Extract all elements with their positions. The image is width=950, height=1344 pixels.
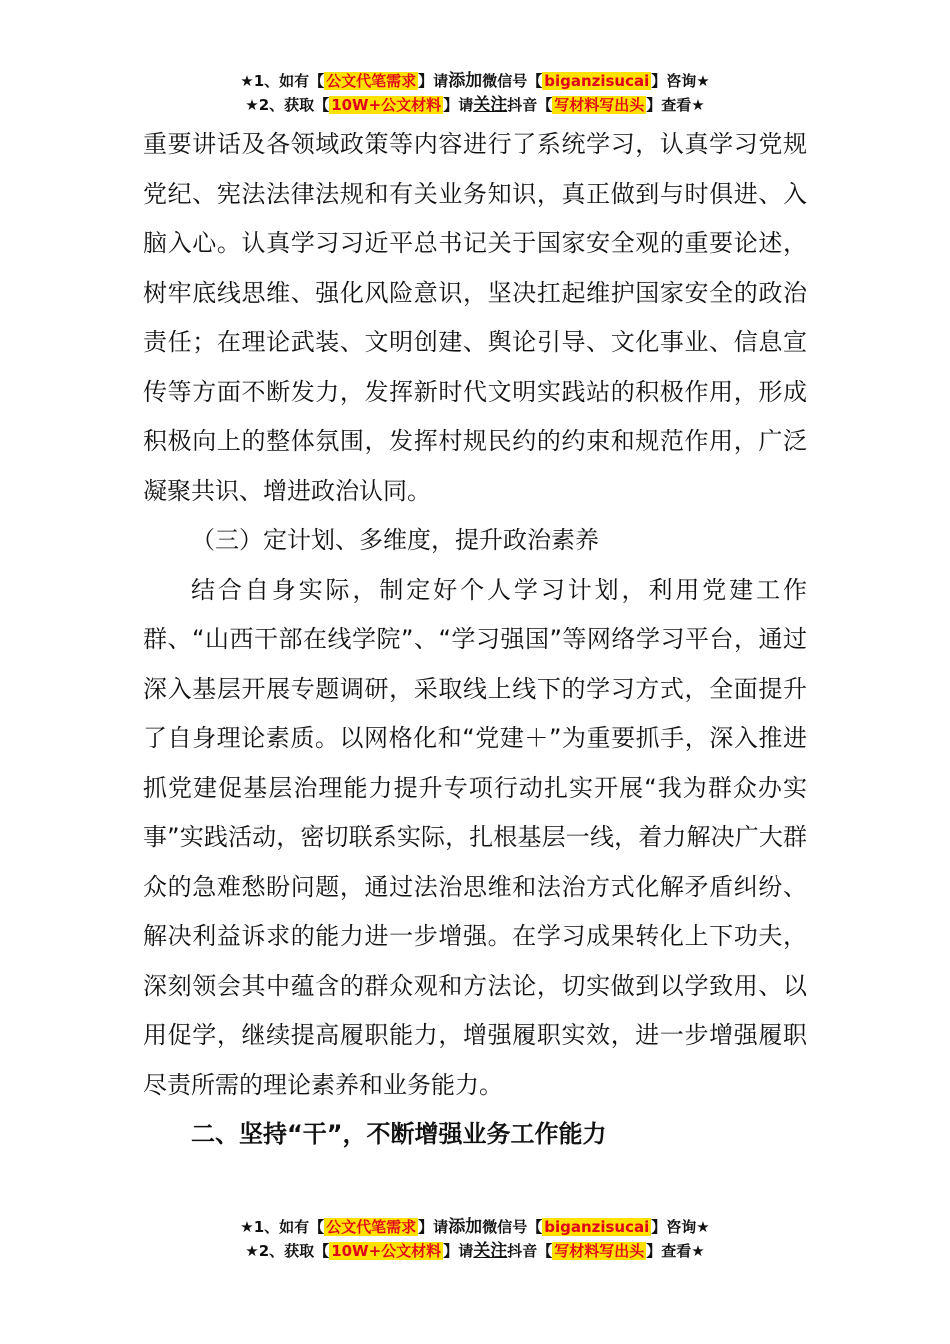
promo-highlight-wechat-id: biganzisucai — [544, 72, 650, 90]
promo-emphasis-follow: 关注 — [473, 1241, 508, 1261]
promo-highlight-service: 公文代笔需求 — [326, 72, 417, 90]
promo-line-1-mid2: 微信号【 — [482, 1218, 543, 1236]
promo-highlight-douyin: 写材料写出头 — [554, 1242, 645, 1260]
promo-line-2 — [0, 94, 950, 118]
header-promo-banner — [0, 70, 950, 118]
promo-line-2-mid: 】请 — [443, 96, 474, 114]
paragraph-continued: 重要讲话及各领域政策等内容进行了系统学习，认真学习党规党纪、宪法法律法规和有关业务知识，真正做到与时俱进、入脑入心。认真学习习近平总书记关于国家安全观的重要论述，树牢底线思维、强化风险意识，坚决扛起维护国家安全的政治责任；在理论武装、文明创建、舆论引导、文化事业、信息宣传等方面不断发力，发挥新时代文明实践站的积极作用，形成积极向上的整体氛围，发挥村规民约的约束和规范作用，广泛凝聚共识、增进政治认同。 — [143, 130, 807, 505]
promo-line-1-mid: 】请 — [418, 1218, 449, 1236]
promo-emphasis-add: 添加 — [448, 71, 483, 91]
subheading-three: （三）定计划、多维度，提升政治素养 — [191, 526, 599, 554]
promo-line-1-suffix: 】咨询★ — [651, 1218, 710, 1236]
promo-line-2-mid: 】请 — [443, 1242, 474, 1260]
footer-promo-banner — [0, 1216, 950, 1264]
promo-line-1 — [0, 1216, 950, 1240]
promo-line-1-prefix: ★1、如有【 — [240, 1218, 325, 1236]
paragraph-study-plan: 结合自身实际，制定好个人学习计划，利用党建工作群、“山西干部在线学院”、“学习强国”等网络学习平台，通过深入基层开展专题调研，采取线上线下的学习方式，全面提升了自身理论素质。以网格化和“党建＋”为重要抓手，深入推进抓党建促基层治理能力提升专项行动扎实开展“我为群众办实事”实践活动，密切联系实际，扎根基层一线，着力解决广大群众的急难愁盼问题，通过法治思维和法治方式化解矛盾纠纷、解决利益诉求的能力进一步增强。在学习成果转化上下功夫，深刻领会其中蕴含的群众观和方法论，切实做到以学致用、以用促学，继续提高履职能力，增强履职实效，进一步增强履职尽责所需的理论素养和业务能力。 — [143, 575, 807, 1099]
promo-line-1-mid2: 微信号【 — [482, 72, 543, 90]
section-heading-two: 二、坚持“干”，不断增强业务工作能力 — [191, 1120, 607, 1148]
promo-emphasis-add: 添加 — [448, 1217, 483, 1237]
promo-line-2-mid2: 抖音【 — [507, 1242, 553, 1260]
promo-line-2-prefix: ★2、获取【 — [245, 96, 330, 114]
promo-highlight-materials: 10W+公文材料 — [331, 1242, 442, 1260]
promo-highlight-materials: 10W+公文材料 — [331, 96, 442, 114]
promo-line-1-suffix: 】咨询★ — [651, 72, 710, 90]
promo-line-1-mid: 】请 — [418, 72, 449, 90]
promo-line-2-prefix: ★2、获取【 — [245, 1242, 330, 1260]
document-body — [143, 120, 807, 1160]
promo-line-1 — [0, 70, 950, 94]
promo-highlight-douyin: 写材料写出头 — [554, 96, 645, 114]
promo-emphasis-follow: 关注 — [473, 95, 508, 115]
promo-highlight-service: 公文代笔需求 — [326, 1218, 417, 1236]
promo-line-2-mid2: 抖音【 — [507, 96, 553, 114]
promo-line-2 — [0, 1240, 950, 1264]
promo-line-1-prefix: ★1、如有【 — [240, 72, 325, 90]
promo-line-2-suffix: 】查看★ — [646, 96, 705, 114]
promo-highlight-wechat-id: biganzisucai — [544, 1218, 650, 1236]
promo-line-2-suffix: 】查看★ — [646, 1242, 705, 1260]
